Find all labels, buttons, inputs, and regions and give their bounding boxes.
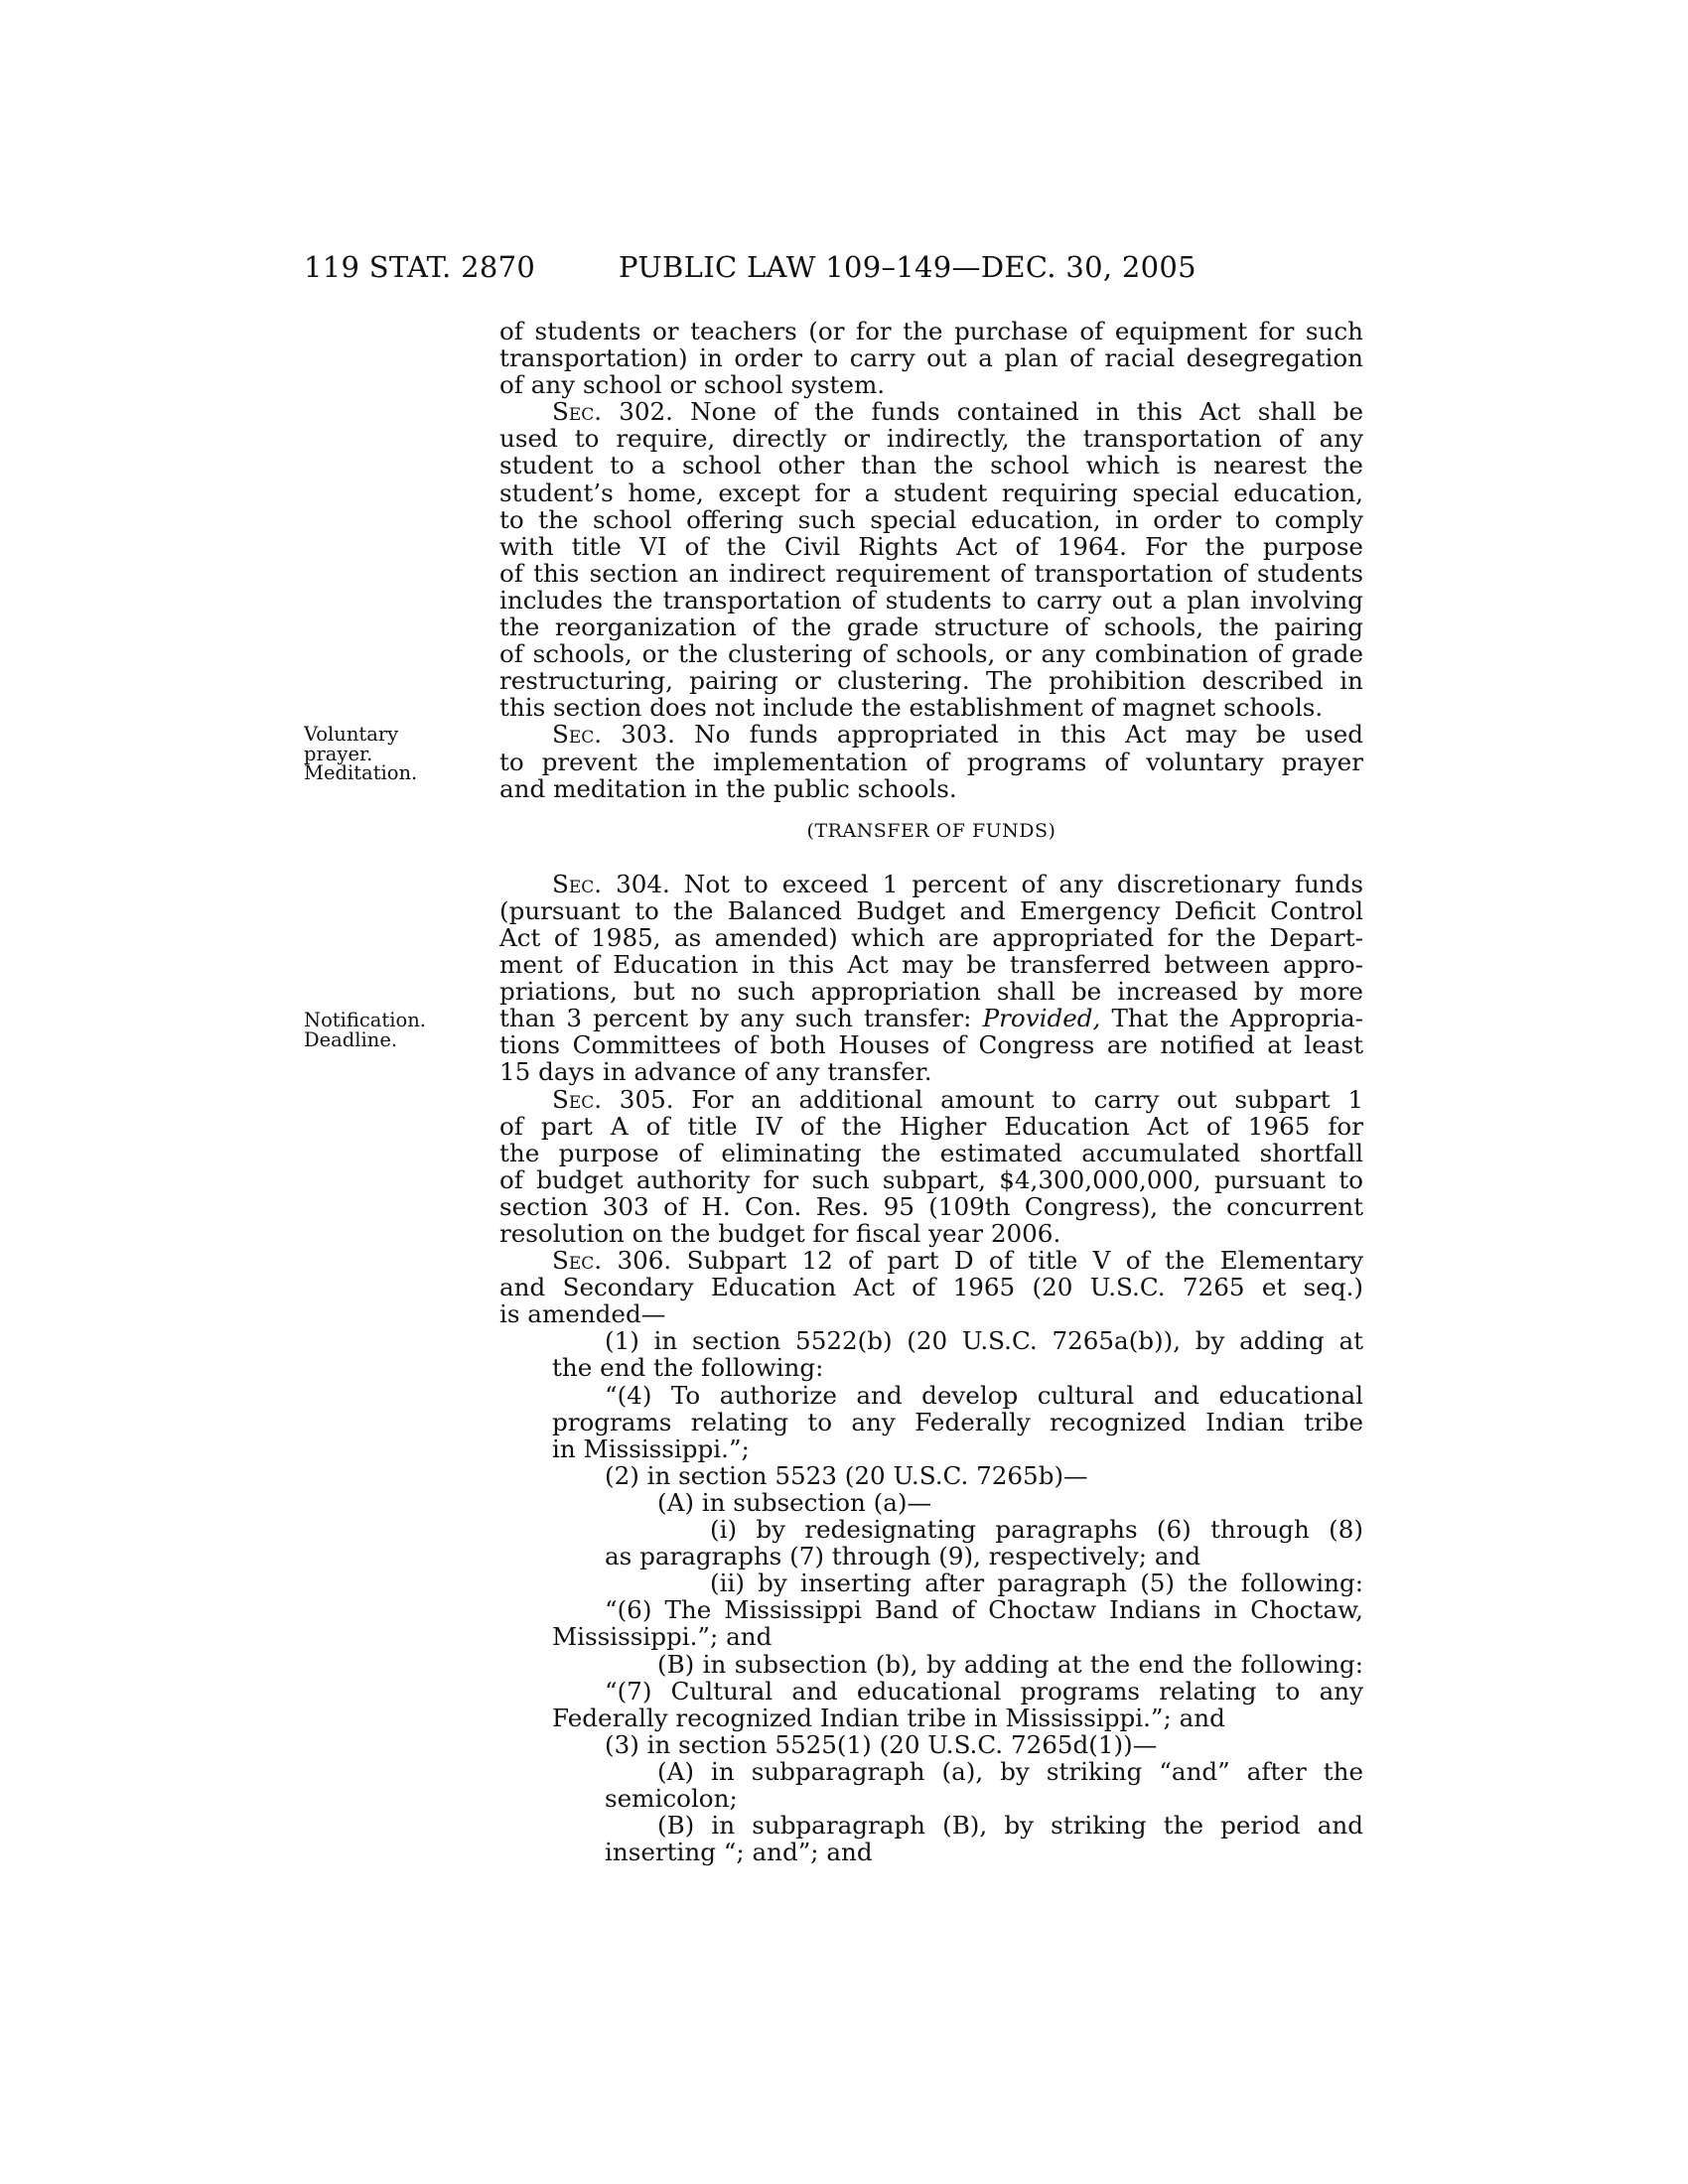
text-line: ment of Education in this Act may be transferred between appro- xyxy=(499,950,1363,980)
section-label: Sec. xyxy=(552,1246,603,1276)
inserted-text: in Mississippi.”; xyxy=(552,1433,750,1463)
provided-italic: Provided, xyxy=(982,1004,1101,1033)
text-run: 302. None of the funds contained in this Act shall be xyxy=(602,397,1363,427)
section-305-first-line xyxy=(499,1086,1363,1113)
margin-note-line: prayer. xyxy=(304,742,373,765)
inserted-text: “(4) To authorize and develop cultural and educational xyxy=(605,1380,1363,1410)
inserted-text: Mississippi.”; and xyxy=(552,1622,773,1652)
text-line: the reorganization of the grade structure of schools, the pairing xyxy=(499,613,1363,642)
amendment-item: (3) in section 5525(1) (20 U.S.C. 7265d(1))— xyxy=(605,1729,1158,1759)
amendment-subitem: (B) in subparagraph (B), by striking the period and xyxy=(657,1811,1363,1841)
statute-citation: 119 STAT. 2870 xyxy=(304,250,536,284)
text-line: and Secondary Education Act of 1965 (20 U.S.C. 7265 et seq.) xyxy=(499,1273,1363,1302)
section-302-first-line xyxy=(499,398,1363,425)
text-line: with title VI of the Civil Rights Act of 1964. For the purpose xyxy=(499,531,1363,561)
text-line: restructuring, pairing or clustering. The prohibition described in xyxy=(499,666,1363,696)
text-line: inserting “; and”; and xyxy=(605,1838,873,1867)
section-label: Sec. xyxy=(552,397,603,427)
text-line: to prevent the implementation of programs of voluntary prayer xyxy=(499,747,1363,776)
text-line: of students or teachers (or for the purchase of equipment for such xyxy=(499,317,1363,345)
amendment-subitem: (B) in subsection (b), by adding at the end the following: xyxy=(657,1649,1363,1679)
text-line: includes the transportation of students to carry out a plan involving xyxy=(499,585,1363,614)
section-label: Sec. xyxy=(552,720,603,750)
text-line: of budget authority for such subpart, $4,300,000,000, pursuant to xyxy=(499,1164,1363,1194)
text-run: 304. Not to exceed 1 percent of any discretionary funds xyxy=(602,869,1363,898)
text-line: to the school offering such special education, in order to comply xyxy=(499,504,1363,534)
text-run: 306. Subpart 12 of part D of title V of the Elementary xyxy=(602,1246,1363,1276)
transfer-of-funds-heading: (TRANSFER OF FUNDS) xyxy=(806,819,1056,842)
body-text xyxy=(499,318,1363,1865)
margin-note-line: Notification. xyxy=(304,1009,426,1031)
section-label: Sec. xyxy=(552,869,603,898)
text-line: tions Committees of both Houses of Congress are notified at least xyxy=(499,1030,1363,1060)
text-line: this section does not include the establishment of magnet schools. xyxy=(499,693,1324,723)
text-line: student’s home, except for a student requiring special education, xyxy=(499,478,1363,507)
text-line: Act of 1985, as amended) which are appropriated for the Depart- xyxy=(499,922,1363,952)
text-line: (pursuant to the Balanced Budget and Emergency Deficit Control xyxy=(499,895,1363,925)
section-303-first-line xyxy=(499,721,1363,748)
spacer xyxy=(499,845,1363,871)
text-line: the end the following: xyxy=(552,1353,824,1383)
text-run: 303. No funds appropriated in this Act may be used xyxy=(602,720,1363,750)
inserted-text: programs relating to any Federally recognized Indian tribe xyxy=(552,1407,1363,1436)
margin-note-line: Meditation. xyxy=(304,761,418,784)
margin-note-line: Voluntary xyxy=(304,723,399,746)
amendment-clause: (ii) by inserting after paragraph (5) the following: xyxy=(710,1569,1363,1598)
margin-note-line: Deadline. xyxy=(304,1027,398,1051)
running-header: PUBLIC LAW 109–149—DEC. 30, 2005 xyxy=(619,250,1196,284)
section-304-first-line xyxy=(499,871,1363,897)
text-line: transportation) in order to carry out a plan of racial desegregation xyxy=(499,343,1363,373)
text-line: and meditation in the public schools. xyxy=(499,773,957,803)
section-306-first-line xyxy=(499,1247,1363,1274)
margin-note-notification xyxy=(304,1011,453,1049)
text-line: of schools, or the clustering of schools, or any combination of grade xyxy=(499,639,1363,669)
amendment-item: (1) in section 5522(b) (20 U.S.C. 7265a(b)), by adding at xyxy=(605,1326,1363,1356)
amendment-subitem: (A) in subparagraph (a), by striking “and” after the xyxy=(657,1756,1363,1786)
text-line: semicolon; xyxy=(605,1783,738,1813)
text-line: resolution on the budget for fiscal year 2006. xyxy=(499,1219,1061,1248)
inserted-text: “(7) Cultural and educational programs relating to any xyxy=(605,1676,1363,1706)
text-line: 15 days in advance of any transfer. xyxy=(499,1057,932,1087)
text-run: That the Appropria- xyxy=(1100,1004,1363,1033)
text-line: student to a school other than the school which is nearest the xyxy=(499,451,1363,480)
text-line: of any school or school system. xyxy=(499,370,886,400)
text-line: priations, but no such appropriation shall be increased by more xyxy=(499,977,1363,1007)
margin-note-prayer xyxy=(304,725,453,783)
text-line: used to require, directly or indirectly, the transportation of any xyxy=(499,424,1363,454)
text-line: of part A of title IV of the Higher Education Act of 1965 for xyxy=(499,1111,1363,1141)
inserted-text: “(6) The Mississippi Band of Choctaw Indians in Choctaw, xyxy=(605,1595,1363,1625)
section-label: Sec. xyxy=(552,1084,603,1114)
text-line: of this section an indirect requirement of transportation of students xyxy=(499,558,1363,588)
amendment-clause: (i) by redesignating paragraphs (6) through (8) xyxy=(710,1515,1363,1545)
text-line: as paragraphs (7) through (9), respectively; and xyxy=(605,1542,1201,1571)
amendment-subitem: (A) in subsection (a)— xyxy=(657,1487,932,1517)
amendment-item: (2) in section 5523 (20 U.S.C. 7265b)— xyxy=(605,1460,1088,1490)
spacer xyxy=(499,802,1363,818)
text-line: is amended— xyxy=(499,1299,666,1329)
provided-line xyxy=(499,1005,1363,1031)
text-run: than 3 percent by any such transfer: xyxy=(499,1004,983,1033)
text-line: section 303 of H. Con. Res. 95 (109th Congress), the concurrent xyxy=(499,1191,1363,1221)
text-line: the purpose of eliminating the estimated accumulated shortfall xyxy=(499,1138,1363,1167)
inserted-text: Federally recognized Indian tribe in Mississippi.”; and xyxy=(552,1703,1225,1732)
text-run: 305. For an additional amount to carry out subpart 1 xyxy=(602,1084,1363,1114)
